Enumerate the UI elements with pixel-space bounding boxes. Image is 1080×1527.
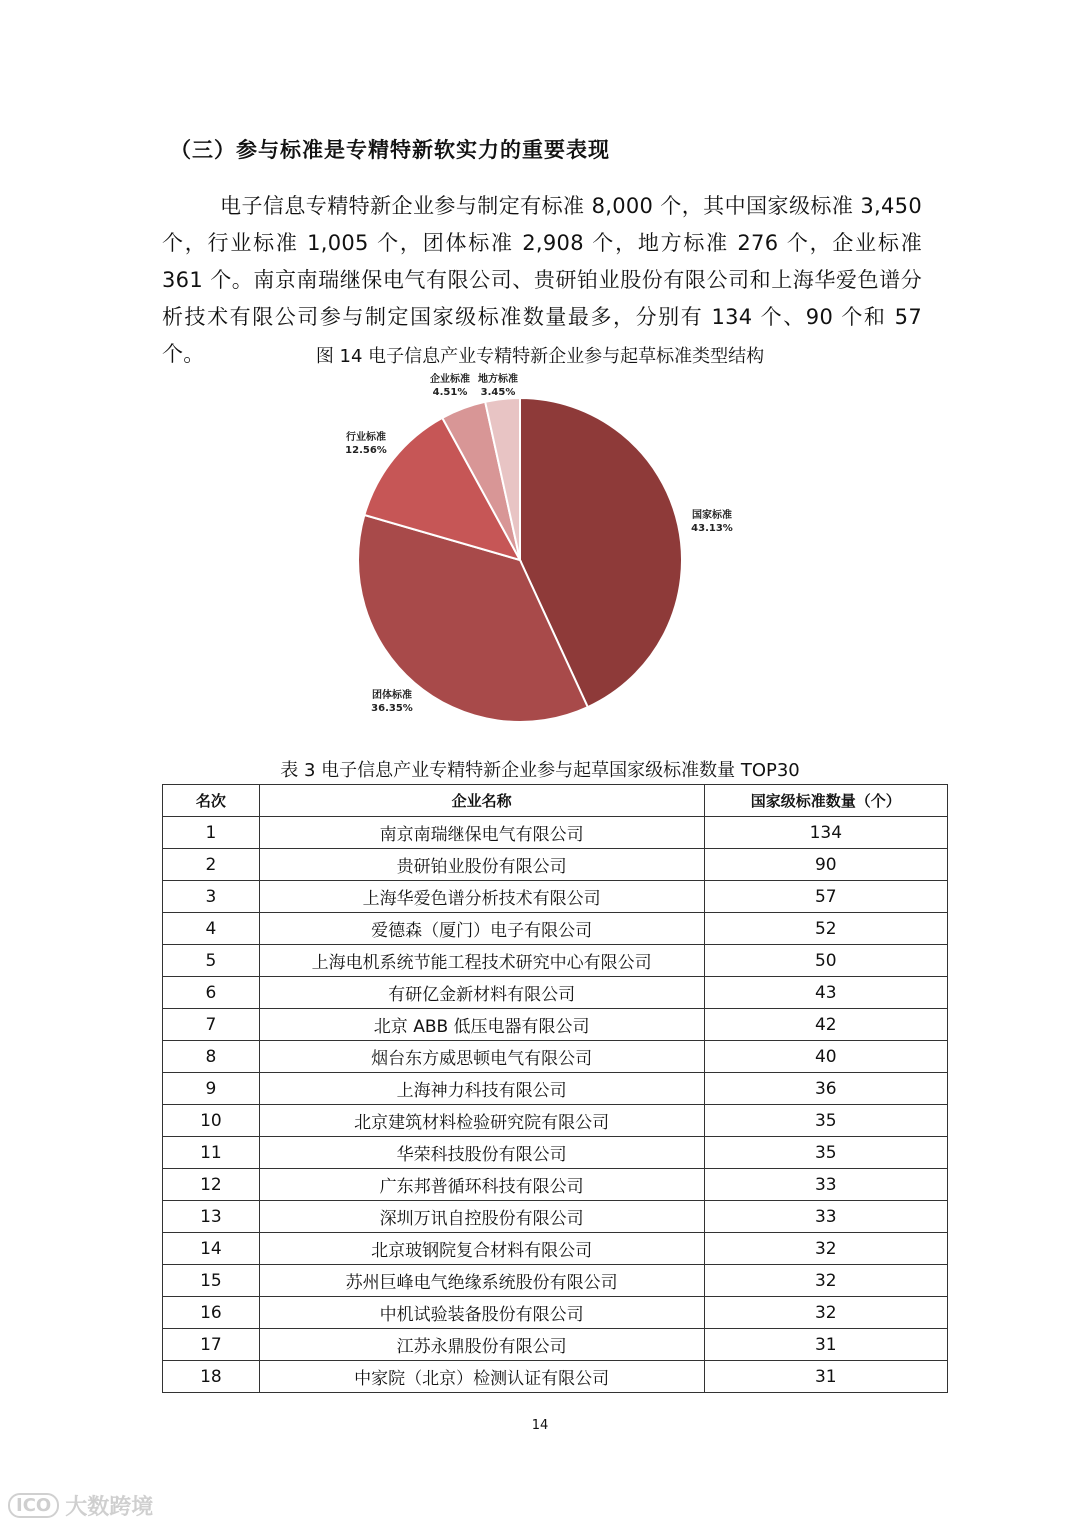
cell-rank: 10 bbox=[163, 1105, 260, 1137]
cell-count: 43 bbox=[704, 977, 947, 1009]
cell-company: 烟台东方威思顿电气有限公司 bbox=[259, 1041, 704, 1073]
table-row bbox=[163, 849, 948, 881]
table-row bbox=[163, 977, 948, 1009]
header-rank: 名次 bbox=[163, 785, 260, 817]
cell-rank: 12 bbox=[163, 1169, 260, 1201]
cell-company: 广东邦普循环科技有限公司 bbox=[259, 1169, 704, 1201]
cell-count: 31 bbox=[704, 1329, 947, 1361]
cell-company: 上海电机系统节能工程技术研究中心有限公司 bbox=[259, 945, 704, 977]
cell-rank: 4 bbox=[163, 913, 260, 945]
cell-count: 90 bbox=[704, 849, 947, 881]
cell-count: 57 bbox=[704, 881, 947, 913]
cell-company: 华荣科技股份有限公司 bbox=[259, 1137, 704, 1169]
table-row bbox=[163, 1105, 948, 1137]
pie-label-name: 国家标准 bbox=[692, 510, 732, 521]
cell-rank: 1 bbox=[163, 817, 260, 849]
cell-company: 南京南瑞继保电气有限公司 bbox=[259, 817, 704, 849]
cell-rank: 18 bbox=[163, 1361, 260, 1393]
pie-label-value: 36.35% bbox=[371, 703, 413, 714]
cell-rank: 6 bbox=[163, 977, 260, 1009]
cell-count: 52 bbox=[704, 913, 947, 945]
cell-rank: 8 bbox=[163, 1041, 260, 1073]
table-row bbox=[163, 1297, 948, 1329]
pie-label-name: 团体标准 bbox=[372, 690, 412, 701]
table-row bbox=[163, 1073, 948, 1105]
cell-company: 北京建筑材料检验研究院有限公司 bbox=[259, 1105, 704, 1137]
cell-rank: 3 bbox=[163, 881, 260, 913]
cell-rank: 9 bbox=[163, 1073, 260, 1105]
cell-count: 134 bbox=[704, 817, 947, 849]
pie-label-value: 43.13% bbox=[691, 523, 733, 534]
watermark bbox=[8, 1490, 153, 1521]
cell-rank: 5 bbox=[163, 945, 260, 977]
cell-count: 32 bbox=[704, 1265, 947, 1297]
section-heading: （三）参与标准是专精特新软实力的重要表现 bbox=[170, 138, 610, 162]
figure-caption: 图 14 电子信息产业专精特新企业参与起草标准类型结构 bbox=[315, 346, 765, 367]
cell-rank: 7 bbox=[163, 1009, 260, 1041]
pie-chart bbox=[300, 368, 780, 740]
cell-count: 36 bbox=[704, 1073, 947, 1105]
header-company: 企业名称 bbox=[259, 785, 704, 817]
cell-rank: 16 bbox=[163, 1297, 260, 1329]
cell-count: 35 bbox=[704, 1105, 947, 1137]
cell-company: 上海华爱色谱分析技术有限公司 bbox=[259, 881, 704, 913]
table-row bbox=[163, 1233, 948, 1265]
watermark-text: 大数跨境 bbox=[65, 1495, 154, 1520]
cell-company: 中机试验装备股份有限公司 bbox=[259, 1297, 704, 1329]
table-row bbox=[163, 1329, 948, 1361]
cell-rank: 17 bbox=[163, 1329, 260, 1361]
cell-rank: 15 bbox=[163, 1265, 260, 1297]
pie-label-name: 企业标准 bbox=[430, 374, 470, 385]
section-paragraph: 电子信息专精特新企业参与制定有标准 8,000 个，其中国家级标准 3,450 个，行业标准 1,005 个，团体标准 2,908 个，地方标准 276 个，企业标准 361 个。南京南瑞继保电气有限公司、贵研铂业股份有限公司和上海华爱色谱分析技术有限公司参与制定国家级标准数量最多，分别有 134 个、90 个和 57 个。 bbox=[162, 194, 922, 366]
table-row bbox=[163, 945, 948, 977]
cell-count: 31 bbox=[704, 1361, 947, 1393]
cell-count: 42 bbox=[704, 1009, 947, 1041]
cell-company: 北京 ABB 低压电器有限公司 bbox=[259, 1009, 704, 1041]
table-row bbox=[163, 1009, 948, 1041]
table-row bbox=[163, 1041, 948, 1073]
cell-count: 32 bbox=[704, 1233, 947, 1265]
cell-count: 33 bbox=[704, 1169, 947, 1201]
cell-count: 35 bbox=[704, 1137, 947, 1169]
cell-count: 40 bbox=[704, 1041, 947, 1073]
table-row bbox=[163, 1201, 948, 1233]
pie-label-value: 3.45% bbox=[480, 387, 516, 398]
cell-company: 苏州巨峰电气绝缘系统股份有限公司 bbox=[259, 1265, 704, 1297]
table-header-row bbox=[163, 785, 948, 817]
pie-label-value: 12.56% bbox=[345, 445, 387, 456]
cell-company: 爱德森（厦门）电子有限公司 bbox=[259, 913, 704, 945]
cell-company: 有研亿金新材料有限公司 bbox=[259, 977, 704, 1009]
table-caption: 表 3 电子信息产业专精特新企业参与起草国家级标准数量 TOP30 bbox=[280, 760, 800, 781]
cell-company: 贵研铂业股份有限公司 bbox=[259, 849, 704, 881]
pie-label-name: 行业标准 bbox=[346, 432, 386, 443]
cell-rank: 11 bbox=[163, 1137, 260, 1169]
cell-count: 33 bbox=[704, 1201, 947, 1233]
header-count: 国家级标准数量（个） bbox=[704, 785, 947, 817]
cell-count: 50 bbox=[704, 945, 947, 977]
pie-label-value: 4.51% bbox=[432, 387, 468, 398]
cell-company: 北京玻钢院复合材料有限公司 bbox=[259, 1233, 704, 1265]
table-row bbox=[163, 913, 948, 945]
table-row bbox=[163, 881, 948, 913]
cell-count: 32 bbox=[704, 1297, 947, 1329]
cell-rank: 13 bbox=[163, 1201, 260, 1233]
watermark-logo-icon: ICO bbox=[8, 1493, 59, 1518]
cell-company: 上海神力科技有限公司 bbox=[259, 1073, 704, 1105]
cell-rank: 14 bbox=[163, 1233, 260, 1265]
pie-label-name: 地方标准 bbox=[478, 374, 518, 385]
cell-company: 中家院（北京）检测认证有限公司 bbox=[259, 1361, 704, 1393]
table-row bbox=[163, 817, 948, 849]
ranking-table bbox=[162, 784, 948, 1393]
table-row bbox=[163, 1137, 948, 1169]
page-number: 14 bbox=[531, 1418, 549, 1433]
table-row bbox=[163, 1169, 948, 1201]
cell-rank: 2 bbox=[163, 849, 260, 881]
table-row bbox=[163, 1361, 948, 1393]
table-row bbox=[163, 1265, 948, 1297]
cell-company: 深圳万讯自控股份有限公司 bbox=[259, 1201, 704, 1233]
cell-company: 江苏永鼎股份有限公司 bbox=[259, 1329, 704, 1361]
